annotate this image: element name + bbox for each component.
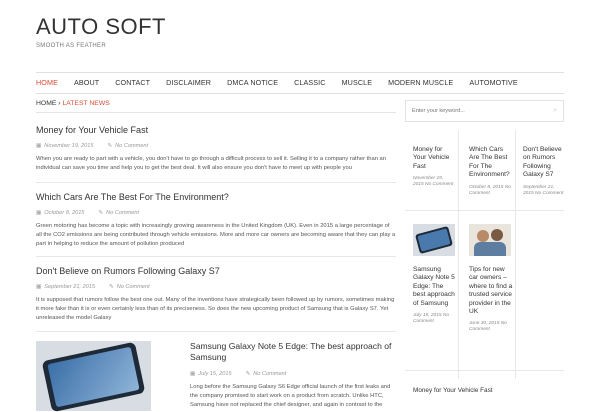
comment-icon: ✎ <box>245 371 251 377</box>
nav-item-about[interactable]: ABOUT <box>73 78 100 87</box>
post-date: October 8, 2015 <box>44 210 85 216</box>
recent-post-comments[interactable]: No Comment <box>535 190 564 196</box>
calendar-icon: ▦ <box>190 371 196 377</box>
main-nav <box>36 72 564 94</box>
recent-post-date: November 19, 2015 <box>413 176 444 188</box>
recent-post-item <box>469 224 513 333</box>
post-divider <box>36 331 396 332</box>
recent-post-title[interactable]: Money for Your Vehicle Fast <box>413 146 450 170</box>
comment-icon: ✎ <box>98 210 104 216</box>
post-excerpt: When you are ready to part with a vehicle, you don't have to go through a difficult process to sell it. Selling it to a company rather than an individual can save you time and help you to get the best deal. It will also ensure you don't have to meet up with people you <box>36 156 386 171</box>
recent-post-date: June 30, 2015 <box>469 321 500 327</box>
post-meta <box>36 210 396 216</box>
post-title[interactable]: Which Cars Are The Best For The Environment? <box>36 192 229 202</box>
post-item <box>36 266 396 323</box>
post-comments[interactable]: No Comment <box>106 210 140 216</box>
post-date: November 19, 2015 <box>44 143 94 149</box>
search-icon[interactable]: ⌕ <box>553 107 557 114</box>
post-comments[interactable]: No Comment <box>116 284 150 290</box>
site-tagline: SMOOTH AS FEATHER <box>36 43 106 49</box>
phone-image <box>42 342 146 412</box>
nav-item-home[interactable]: HOME <box>36 78 58 87</box>
recent-post-meta <box>413 313 455 325</box>
breadcrumb-separator: › <box>58 100 61 107</box>
post-divider <box>36 182 396 183</box>
nav-item-automotive[interactable]: AUTOMOTIVE <box>469 78 518 87</box>
post-title[interactable]: Money for Your Vehicle Fast <box>36 125 149 135</box>
grid-divider <box>405 370 564 371</box>
calendar-icon: ▦ <box>36 210 42 216</box>
post-divider <box>36 256 396 257</box>
post-item <box>36 192 396 249</box>
recent-post-title[interactable]: Samsung Galaxy Note 5 Edge: The best approach of Samsung <box>413 266 455 307</box>
post-title[interactable]: Don't Believe on Rumors Following Galaxy S7 <box>36 266 220 276</box>
breadcrumb-home[interactable]: HOME <box>36 100 57 107</box>
grid-divider <box>458 130 459 379</box>
comment-icon: ✎ <box>107 143 113 149</box>
post-excerpt: Green motoring has become a topic with increasingly growing awareness in the United Kingdom (UK). Even in 2015 a large percentage of all the CO2 emissions are being contributed through vehicle emissions. More and more car owners are becoming aware that they can play a part in helping to reduce the amount of pollution produced <box>36 223 396 247</box>
recent-post-item <box>469 146 513 197</box>
post-date: September 21, 2015 <box>44 284 95 290</box>
recent-post-title[interactable]: Don't Believe on Rumors Following Galaxy S7 <box>523 146 562 179</box>
recent-posts-grid <box>405 130 564 379</box>
recent-post-meta <box>413 176 455 188</box>
site-branding <box>36 14 166 49</box>
recent-post-title[interactable]: Which Cars Are The Best For The Environment? <box>469 146 510 179</box>
post-meta <box>190 371 396 377</box>
post-body <box>190 341 396 410</box>
recent-post-date: October 8, 2015 <box>469 184 504 190</box>
post-excerpt: Long before the Samsung Galaxy S6 Edge official launch of the first leaks and the company promised to start work on a product from scratch. Unlike HTC, Samsung have not replaced the chief designer, and again in contrast to the <box>190 384 391 408</box>
recent-post-comments[interactable]: No Comment <box>413 313 450 325</box>
recent-post-thumbnail[interactable] <box>413 224 455 256</box>
nav-item-dmca-notice[interactable]: DMCA NOTICE <box>227 78 279 87</box>
nav-item-contact[interactable]: CONTACT <box>115 78 151 87</box>
nav-item-muscle[interactable]: MUSCLE <box>341 78 373 87</box>
grid-divider <box>515 130 516 379</box>
search-box <box>405 100 564 122</box>
sidebar-post-link[interactable]: Money for Your Vehicle Fast <box>413 387 493 394</box>
recent-post-comments[interactable]: No Comment <box>425 182 454 188</box>
recent-post-title[interactable]: Tips for new car owners – where to find a trusted service provider in the UK <box>469 266 513 316</box>
recent-post-item <box>523 146 564 197</box>
post-date: July 15, 2015 <box>198 371 232 377</box>
recent-post-comments[interactable]: No Comment <box>469 184 511 196</box>
post-thumbnail[interactable] <box>36 341 151 411</box>
comment-icon: ✎ <box>109 284 114 290</box>
sidebar <box>405 100 564 122</box>
recent-post-meta <box>523 185 564 197</box>
post-comments[interactable]: No Comment <box>115 143 149 149</box>
breadcrumb-current: LATEST NEWS <box>62 100 110 107</box>
search-input[interactable] <box>412 108 542 114</box>
calendar-icon: ▦ <box>36 143 42 149</box>
post-excerpt: It is supposed that rumors follow the best one out. Many of the inventions have strategically been followed up by rumors, sometimes making it more fake than it is or even certainly less than of its preciseness. So does the new upcoming product of Samsung that is Galaxy S7. Yet unreleased the model Galaxy <box>36 297 395 321</box>
recent-post-meta <box>469 185 513 197</box>
site-title[interactable]: AUTO SOFT <box>36 14 166 39</box>
recent-post-date: July 15, 2015 <box>413 313 442 319</box>
grid-divider <box>405 210 564 211</box>
recent-post-meta <box>469 321 513 333</box>
nav-item-disclaimer[interactable]: DISCLAIMER <box>166 78 212 87</box>
post-title[interactable]: Samsung Galaxy Note 5 Edge: The best approach of Samsung <box>190 341 392 362</box>
nav-item-modern-muscle[interactable]: MODERN MUSCLE <box>388 78 454 87</box>
post-item <box>36 125 396 173</box>
post-meta <box>36 143 396 149</box>
calendar-icon: ▦ <box>36 284 42 290</box>
nav-item-classic[interactable]: CLASSIC <box>294 78 326 87</box>
recent-post-item <box>413 224 455 325</box>
post-comments[interactable]: No Comment <box>253 371 287 377</box>
recent-post-thumbnail[interactable] <box>469 224 511 256</box>
recent-post-date: September 21, 2015 <box>523 184 555 196</box>
post-meta <box>36 284 396 290</box>
breadcrumb <box>36 100 396 113</box>
recent-post-comments[interactable]: No Comment <box>469 321 507 333</box>
recent-post-item <box>413 146 455 188</box>
